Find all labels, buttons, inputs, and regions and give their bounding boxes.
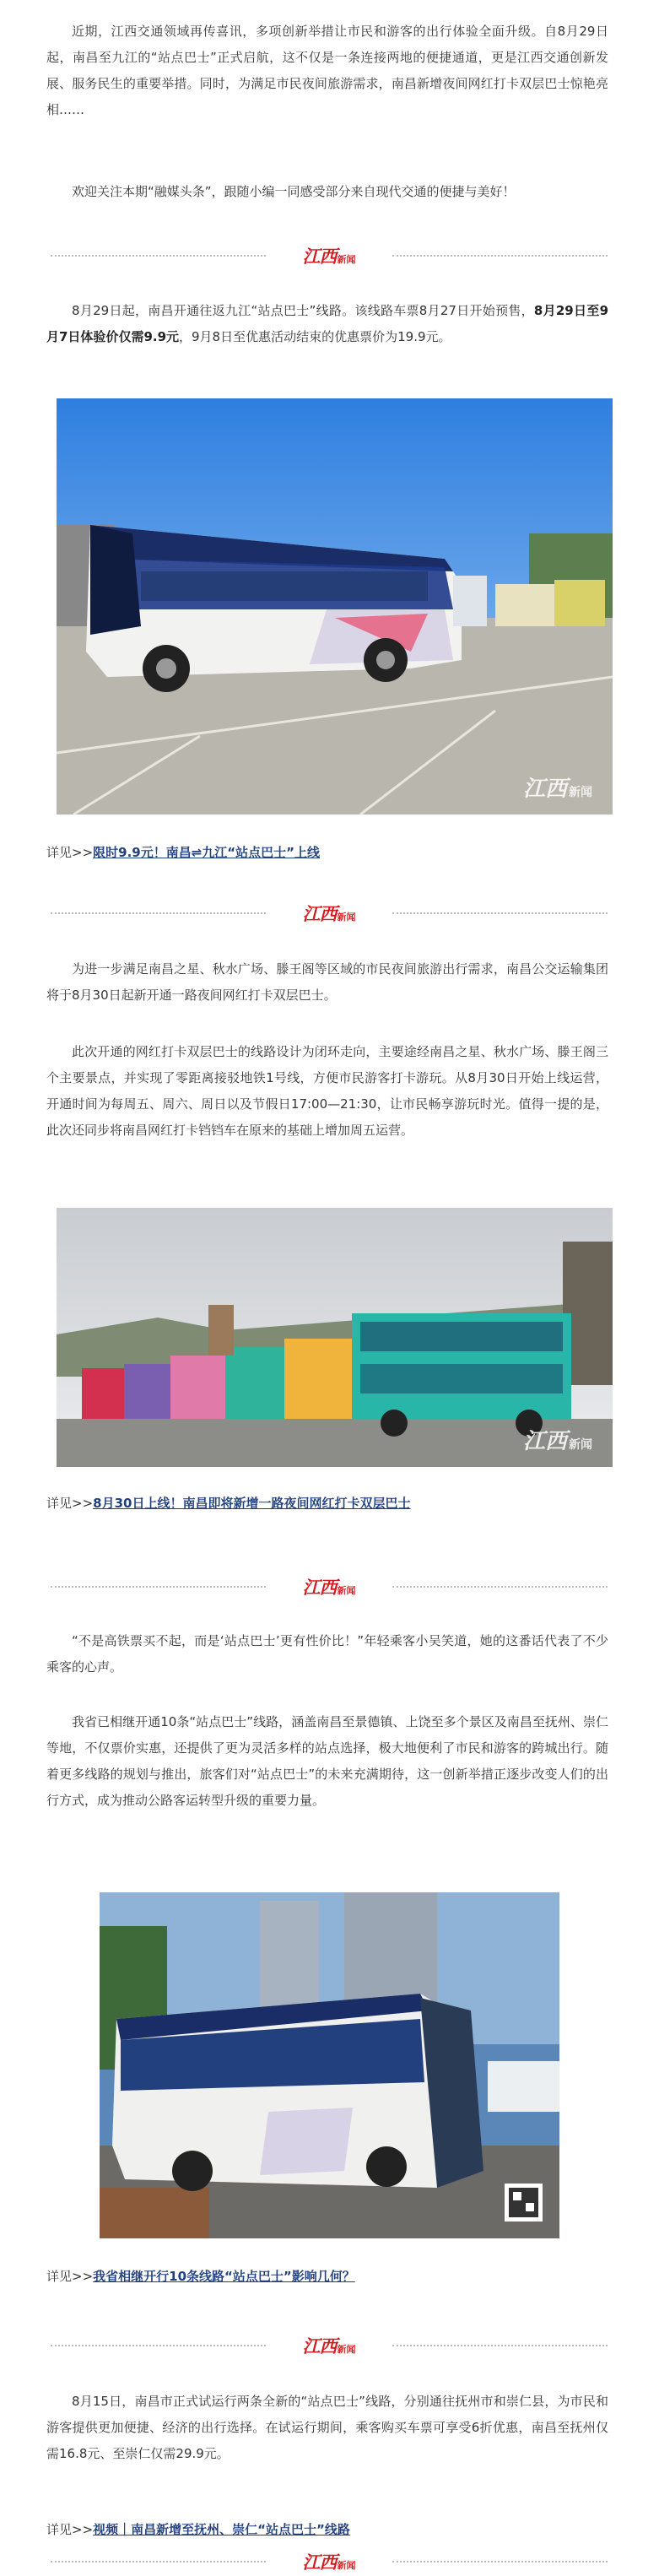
section3-paragraph-2: 我省已相继开通10条“站点巴士”线路，涵盖南昌至景德镇、上饶至多个景区及南昌至抚州、崇仁等地，不仅票价实惠，还提供了更为灵活多样的站点选择，极大地便利了市民和游客的跨城出行。随着更多线路的规划与推出，旅客们对“站点巴士”的未来充满期待，这一创新举措正逐步改变人们的出行方式，成为推动公路客运转型升级的重要力量。: [46, 1714, 608, 1808]
watermark-logo: 江西 新闻: [522, 777, 592, 802]
jiangxi-news-logo: 江西新闻: [302, 2552, 356, 2573]
divider-dots-left: [51, 2345, 266, 2346]
divider-dots-left: [51, 1586, 266, 1588]
divider-dots-right: [392, 255, 608, 257]
section-divider: [51, 243, 608, 268]
intro-paragraph-2: 欢迎关注本期“融媒头条”，跟随小编一同感受部分来自现代交通的便捷与美好！: [72, 184, 516, 199]
section-divider: [51, 2549, 608, 2574]
jiangxi-news-logo: 江西新闻: [302, 903, 356, 924]
photo-coach-bus-nanchang-jiujiang: [57, 398, 613, 814]
section2-paragraph-2: 此次开通的网红打卡双层巴士的线路设计为闭环走向，主要途经南昌之星、秋水广场、滕王阁三个主要景点，并实现了零距离接驳地铁1号线，方便市民游客打卡游玩。从8月30日开始上线运营，开通时间为每周五、周六、周日以及节假日17:00—21:30，让市民畅享游玩时光。值得一提的是，此次还同步将南昌网红打卡铛铛车在原来的基础上增加周五运营。: [46, 1044, 608, 1138]
divider-dots-left: [51, 912, 266, 914]
section3-paragraph-1: “不是高铁票买不起，而是‘站点巴士’更有性价比！”年轻乘客小吴笑道，她的这番话代表了不少乘客的心声。: [46, 1633, 608, 1675]
section1-paragraph: 8月29日起，南昌开通往返九江“站点巴士”线路。该线路车票8月27日开始预售，8月29日至9月7日体验价仅需9.9元，9月8日至优惠活动结束的优惠票价为19.9元。: [46, 303, 609, 344]
intro-paragraph-1: 近期，江西交通领域再传喜讯，多项创新举措让市民和游客的出行体验全面升级。自8月29日起，南昌至九江的“站点巴士”正式启航，这不仅是一条连接两地的便捷通道，更是江西交通创新发展、服务民生的重要举措。同时，为满足市民夜间旅游需求，南昌新增夜间网红打卡双层巴士惊艳亮相……: [46, 24, 608, 117]
section2-more-line: 详见>>8月30日上线！南昌即将新增一路夜间网红打卡双层巴士: [46, 1496, 411, 1511]
jiangxi-news-logo: 江西新闻: [302, 246, 356, 267]
section-divider: [51, 1574, 608, 1599]
divider-dots-right: [392, 1586, 608, 1588]
section2-paragraph-1: 为进一步满足南昌之星、秋水广场、滕王阁等区域的市民夜间旅游出行需求，南昌公交运输集团将于8月30日起新开通一路夜间网红打卡双层巴士。: [46, 961, 608, 1003]
photo-station-bus: [100, 1892, 559, 2238]
section4-paragraph: 8月15日，南昌市正式试运行两条全新的“站点巴士”线路，分别通往抚州市和崇仁县，为市民和游客提供更加便捷、经济的出行选择。在试运行期间，乘客购买车票可享受6折优惠，南昌至抚州仅需16.8元、至崇仁仅需29.9元。: [46, 2394, 608, 2461]
section-divider: [51, 901, 608, 926]
section3-article-link[interactable]: 我省相继开行10条线路“站点巴士”影响几何？: [93, 2269, 355, 2284]
jiangxi-news-logo: 江西新闻: [302, 2335, 356, 2357]
watermark-logo: 江西 新闻: [522, 1429, 592, 1454]
divider-dots-right: [392, 2561, 608, 2562]
divider-dots-left: [51, 2561, 266, 2562]
section4-more-line: 详见>>视频｜南昌新增至抚州、崇仁“站点巴士”线路: [46, 2522, 350, 2537]
divider-dots-right: [392, 2345, 608, 2346]
photo-double-decker-buses: [57, 1208, 613, 1467]
section4-article-link[interactable]: 视频｜南昌新增至抚州、崇仁“站点巴士”线路: [93, 2522, 350, 2537]
price-highlight: 8月29日至9月7日体验价仅需9.9元: [46, 303, 609, 344]
section-divider: [51, 2333, 608, 2358]
section1-more-line: 详见>>限时9.9元！南昌⇌九江“站点巴士”上线: [46, 845, 320, 860]
section1-article-link[interactable]: 限时9.9元！南昌⇌九江“站点巴士”上线: [93, 845, 320, 860]
section3-more-line: 详见>>我省相继开行10条线路“站点巴士”影响几何？: [46, 2269, 355, 2284]
jiangxi-news-logo: 江西新闻: [302, 1577, 356, 1598]
divider-dots-left: [51, 255, 266, 257]
divider-dots-right: [392, 912, 608, 914]
section2-article-link[interactable]: 8月30日上线！南昌即将新增一路夜间网红打卡双层巴士: [93, 1496, 411, 1511]
